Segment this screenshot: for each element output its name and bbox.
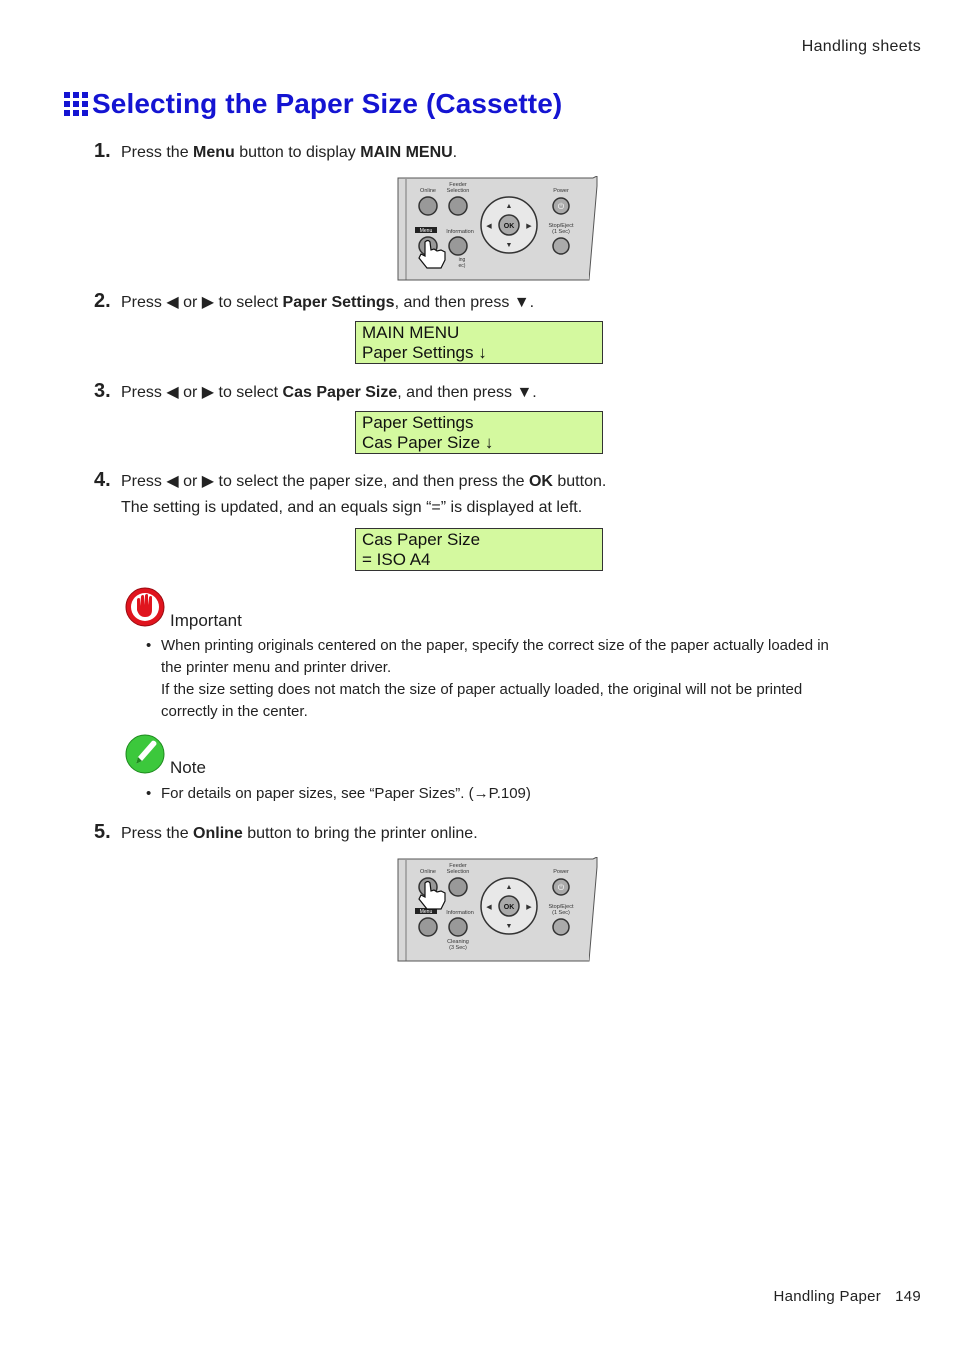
svg-text:Feeder: Feeder [449, 863, 467, 869]
step-text: Press ◀ or ▶ to select Cas Paper Size, and then press ▼. [121, 384, 537, 401]
step-5 [94, 821, 478, 844]
lcd-display-1 [355, 321, 603, 364]
information-button[interactable] [449, 918, 467, 936]
page-footer [773, 1288, 921, 1305]
online-label: Online [420, 188, 436, 194]
step-2 [94, 290, 534, 313]
svg-text:Menu: Menu [419, 228, 433, 234]
svg-text:◀: ◀ [486, 223, 492, 230]
svg-text:Power: Power [553, 869, 569, 875]
control-panel-image-online [397, 857, 600, 963]
step-text: Press the Menu button to display MAIN MENU. [121, 144, 458, 161]
svg-text:OK: OK [503, 223, 515, 230]
lcd-line-2: Paper Settings ↓ [362, 343, 487, 362]
page-number: 149 [895, 1288, 921, 1305]
step-number: 2. [94, 290, 111, 312]
svg-text:Cleaning: Cleaning [447, 939, 469, 945]
power-icon: ⏻ [557, 202, 565, 211]
svg-text:▶: ▶ [526, 223, 532, 230]
lcd-display-3 [355, 528, 603, 571]
svg-text:▲: ▲ [505, 203, 513, 210]
information-button[interactable] [449, 237, 467, 255]
feeder-button[interactable] [449, 878, 467, 896]
power-icon: ⏻ [557, 883, 565, 892]
section-grid-icon [64, 92, 88, 116]
step-text: Press ◀ or ▶ to select Paper Settings, and then press ▼. [121, 294, 535, 311]
svg-text:OK: OK [503, 904, 515, 911]
svg-text:(1 Sec): (1 Sec) [552, 910, 570, 916]
feeder-button[interactable] [449, 197, 467, 215]
important-heading [124, 586, 242, 628]
important-stop-hand-icon [124, 586, 166, 628]
important-label: Important [170, 611, 242, 630]
selection-label: Selection [446, 188, 470, 194]
power-label: Power [553, 188, 569, 194]
step-number: 1. [94, 140, 111, 162]
stop-eject-button[interactable] [553, 919, 569, 935]
svg-text:▼: ▼ [505, 242, 513, 249]
lcd-line-1: Paper Settings [362, 413, 474, 432]
note-pencil-icon [124, 733, 166, 775]
svg-text:Information: Information [446, 910, 474, 916]
lcd-line-1: MAIN MENU [362, 323, 460, 342]
step-4 [94, 469, 606, 492]
online-button[interactable] [419, 197, 437, 215]
svg-text:Online: Online [420, 869, 436, 875]
stop-eject-button[interactable] [553, 238, 569, 254]
svg-text:Selection: Selection [446, 869, 470, 875]
footer-section: Handling Paper [773, 1288, 882, 1305]
lcd-display-2 [355, 411, 603, 454]
lcd-line-1: Cas Paper Size [362, 530, 481, 549]
svg-text:▲: ▲ [505, 884, 513, 891]
note-bullet: • For details on paper sizes, see “Paper Sizes”. (→P.109) [146, 783, 886, 805]
step-text: Press the Online button to bring the printer online. [121, 825, 478, 842]
step-4-result: The setting is updated, and an equals sign “=” is displayed at left. [121, 499, 583, 516]
step-number: 5. [94, 821, 111, 843]
menu-button[interactable] [419, 918, 437, 936]
control-panel-image-menu [397, 176, 600, 282]
svg-text:Menu: Menu [419, 909, 433, 915]
feeder-label: Feeder [449, 182, 467, 188]
svg-text:Stop/Eject: Stop/Eject [548, 904, 574, 910]
svg-text:ec): ec) [458, 263, 466, 269]
svg-text:(1 Sec): (1 Sec) [552, 229, 570, 235]
svg-text:(3 Sec): (3 Sec) [449, 945, 467, 951]
svg-text:▶: ▶ [526, 904, 532, 911]
running-header: Handling sheets [801, 38, 921, 55]
step-number: 3. [94, 380, 111, 402]
note-label: Note [170, 758, 206, 777]
note-heading [124, 733, 206, 775]
lcd-line-2: Cas Paper Size ↓ [362, 433, 494, 452]
step-text: Press ◀ or ▶ to select the paper size, and then press the OK button. [121, 473, 607, 490]
svg-text:▼: ▼ [505, 923, 513, 930]
step-1 [94, 140, 457, 163]
svg-text:Information: Information [446, 229, 474, 235]
page-title: Selecting the Paper Size (Cassette) [92, 88, 563, 119]
lcd-line-2: = ISO A4 [362, 550, 431, 569]
paper-sizes-reference-link[interactable]: For details on paper sizes, see “Paper Sizes”. (→P.109) [161, 785, 531, 802]
page-title-row [64, 88, 562, 120]
step-3 [94, 380, 537, 403]
svg-text:ing: ing [458, 257, 466, 263]
important-bullet: • When printing originals centered on the paper, specify the correct size of the paper actually loaded in the printer menu and printer driver. If the size setting does not match the size of paper actually loaded, the original will not be printed correctly in the center. [146, 637, 829, 720]
svg-text:◀: ◀ [486, 904, 492, 911]
step-number: 4. [94, 469, 111, 491]
svg-text:Stop/Eject: Stop/Eject [548, 223, 574, 229]
